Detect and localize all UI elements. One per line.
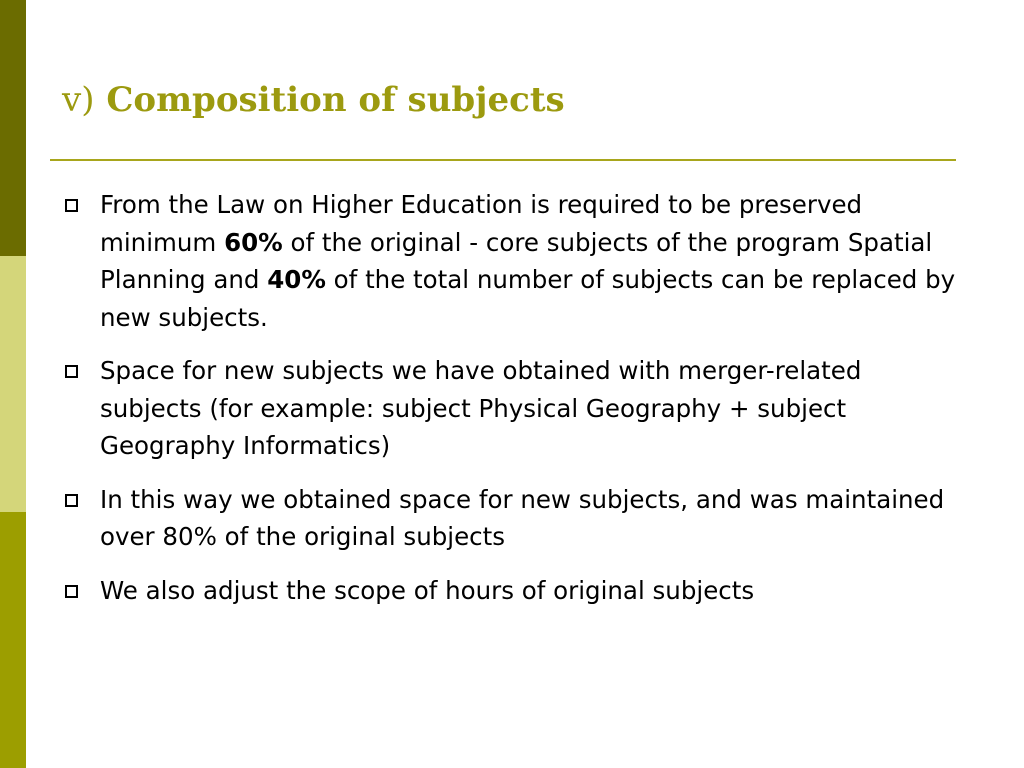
bullet-item	[62, 352, 962, 465]
sidebar-accent	[0, 0, 26, 768]
sidebar-segment-bottom	[0, 512, 26, 768]
bullet-text: In this way we obtained space for new subjects, and was maintained over 80% of the original subjects	[100, 484, 945, 551]
bullet-emphasis: 40%	[267, 265, 326, 294]
bullet-text: We also adjust the scope of hours of original subjects	[100, 575, 755, 605]
bullet-text: Space for new subjects we have obtained with merger-related subjects (for example: subject Physical Geography + subject Geography Informatics)	[100, 356, 862, 460]
bullet-text-segment: From the Law on Higher Education is required to be preserved minimum	[100, 190, 863, 257]
sidebar-segment-top	[0, 0, 26, 256]
slide-title-text: Composition of subjects	[106, 80, 565, 120]
title-divider	[50, 159, 956, 161]
bullet-text-segment: of the total number of subjects can be replaced by new subjects.	[100, 265, 956, 332]
bullet-emphasis: 60%	[224, 227, 283, 257]
bullet-text	[100, 190, 955, 332]
hollow-square-icon	[65, 585, 78, 598]
hollow-square-icon	[65, 365, 78, 378]
bullet-item	[62, 481, 962, 556]
slide-title	[62, 78, 565, 122]
bullet-text-segment: of the original - core subjects of the program Spatial Planning and	[100, 227, 933, 294]
hollow-square-icon	[65, 494, 78, 507]
sidebar-segment-middle	[0, 256, 26, 512]
bullet-item	[62, 186, 962, 336]
slide-title-number: v)	[62, 80, 95, 120]
bullet-item	[62, 572, 962, 610]
bullet-list	[62, 186, 962, 609]
hollow-square-icon	[65, 199, 78, 212]
